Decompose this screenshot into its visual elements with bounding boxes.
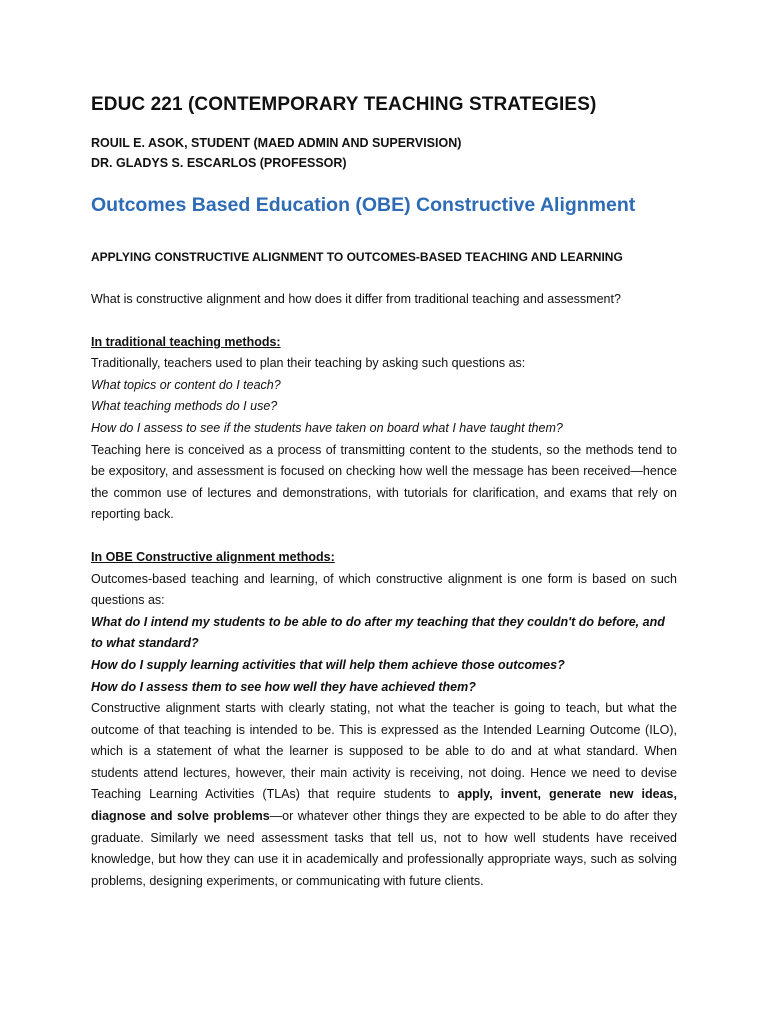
author-student: ROUIL E. ASOK, STUDENT (MAED ADMIN AND SUPERVISION) (91, 136, 462, 150)
traditional-heading: In traditional teaching methods: (91, 334, 281, 349)
obe-heading: In OBE Constructive alignment methods: (91, 549, 335, 564)
obe-question-1: What do I intend my students to be able to do after my teaching that they couldn't do before, and to what standard? (91, 614, 665, 651)
course-title: EDUC 221 (CONTEMPORARY TEACHING STRATEGIES) (91, 94, 597, 115)
author-professor: DR. GLADYS S. ESCARLOS (PROFESSOR) (91, 156, 347, 170)
document-page (91, 92, 677, 892)
intro-question: What is constructive alignment and how does it differ from traditional teaching and assessment? (91, 292, 621, 306)
traditional-paragraph: Teaching here is conceived as a process of transmitting content to the students, so the methods tend to be expository, and assessment is focused on checking how well the message has been received—hence the common use of lectures and demonstrations, with tutorials for clarification, and exams that rely on reporting back. (91, 442, 677, 522)
obe-paragraph-part2: —or whatever other things they are expected to be able to do after they graduate. Similarly we need assessment tasks that tell us, not to how well students have received knowledge, but how they can use it in academically and professionally appropriate ways, such as solving problems, designing experiments, or communicating with future clients. (91, 809, 678, 888)
obe-paragraph-part1: Constructive alignment starts with clearly stating, not what the teacher is going to teach, but what the outcome of that teaching is intended to be. This is expressed as the Intended Learning Outcome (ILO), which is a statement of what the learner is supposed to be able to do and at what standard. When students attend lectures, however, their main activity is receiving, not doing. Hence we need to devise Teaching Learning Activities (TLAs) that require students to (91, 701, 677, 802)
obe-question-2: How do I supply learning activities that will help them achieve those outcomes? (91, 657, 565, 672)
obe-paragraph (91, 698, 677, 892)
main-heading: Outcomes Based Education (OBE) Constructive Alignment (91, 194, 636, 216)
obe-question-3: How do I assess them to see how well they have achieved them? (91, 679, 476, 694)
traditional-question-1: What topics or content do I teach? (91, 377, 281, 392)
traditional-question-3: How do I assess to see if the students have taken on board what I have taught them? (91, 420, 563, 435)
author-block (91, 133, 677, 173)
traditional-question-2: What teaching methods do I use? (91, 399, 278, 414)
traditional-lead: Traditionally, teachers used to plan their teaching by asking such questions as: (91, 356, 526, 371)
sub-heading: APPLYING CONSTRUCTIVE ALIGNMENT TO OUTCOMES-BASED TEACHING AND LEARNING (91, 250, 623, 264)
obe-paragraph-emphasis: apply, invent, generate new ideas, diagnose and solve problems (91, 787, 677, 824)
obe-lead: Outcomes-based teaching and learning, of which constructive alignment is one form is based on such questions as: (91, 571, 677, 608)
